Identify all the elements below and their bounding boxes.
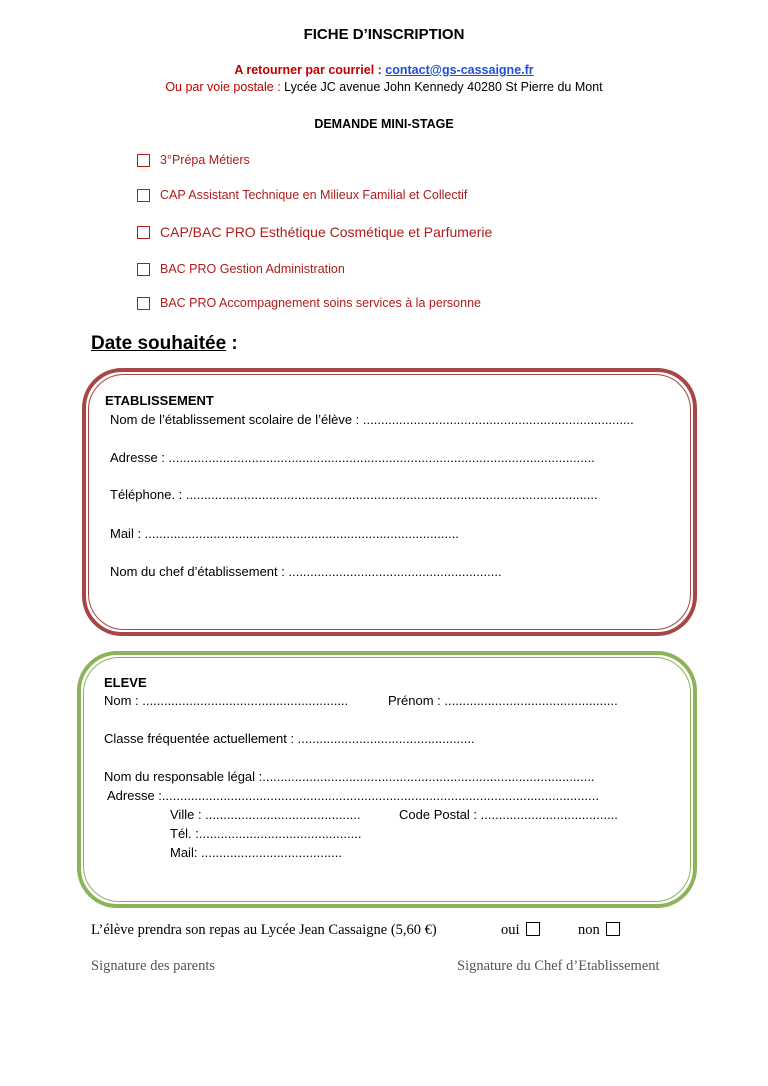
repas-oui[interactable] <box>501 922 540 939</box>
return-email-line <box>0 63 768 77</box>
checkbox[interactable] <box>137 154 150 167</box>
signature-parents: Signature des parents <box>91 958 216 974</box>
eleve-prenom-field[interactable]: Prénom : ................................................ <box>388 693 618 708</box>
etablissement-heading: ETABLISSEMENT <box>105 393 214 408</box>
page-title: FICHE D’INSCRIPTION <box>303 26 465 43</box>
signature-chef: Signature du Chef d’Etablissement <box>457 958 660 974</box>
option-label: BAC PRO Accompagnement soins services à la personne <box>160 296 481 310</box>
eleve-tel-field[interactable]: Tél. :............................................. <box>170 826 362 841</box>
checkbox[interactable] <box>137 297 150 310</box>
repas-oui-checkbox[interactable] <box>526 922 540 936</box>
checkbox[interactable] <box>137 189 150 202</box>
date-souhaitee <box>91 333 238 355</box>
repas-text: L’élève prendra son repas au Lycée Jean Cassaigne (5,60 €) <box>91 922 437 938</box>
eleve-mail-field[interactable]: Mail: ....................................... <box>170 845 342 860</box>
etablissement-mail-field[interactable]: Mail : ....................................................................................... <box>110 526 459 541</box>
eleve-ville-field[interactable]: Ville : ........................................... <box>170 807 361 822</box>
option-label: CAP/BAC PRO Esthétique Cosmétique et Parfumerie <box>160 224 493 240</box>
eleve-adresse-field[interactable]: Adresse :......................................................................................................................... <box>107 788 599 803</box>
option-label: BAC PRO Gestion Administration <box>160 262 345 276</box>
etablissement-chef-field[interactable]: Nom du chef d’établissement : ........................................................... <box>110 564 502 579</box>
option-bac-gestion[interactable] <box>137 262 345 276</box>
eleve-classe-field[interactable]: Classe fréquentée actuellement : ................................................. <box>104 731 475 746</box>
repas-oui-label: oui <box>501 922 520 938</box>
checkbox[interactable] <box>137 226 150 239</box>
option-cap-bac-esthetique[interactable] <box>137 224 492 240</box>
return-post-line <box>0 80 768 94</box>
option-bac-accompagnement[interactable] <box>137 296 481 310</box>
option-label: 3°Prépa Métiers <box>160 153 250 167</box>
repas-non[interactable] <box>578 922 620 939</box>
date-colon: : <box>226 333 238 354</box>
option-prepa-metiers[interactable] <box>137 153 250 167</box>
repas-non-checkbox[interactable] <box>606 922 620 936</box>
eleve-heading: ELEVE <box>104 675 147 690</box>
section-title: DEMANDE MINI-STAGE <box>314 117 454 131</box>
etablissement-adresse-field[interactable]: Adresse : ...................................................................................................................... <box>110 450 595 465</box>
repas-non-label: non <box>578 922 600 938</box>
etablissement-nom-field[interactable]: Nom de l’établissement scolaire de l’élève : ........................................................................... <box>110 412 634 427</box>
option-cap-atmfc[interactable] <box>137 188 467 202</box>
option-label: CAP Assistant Technique en Milieux Familial et Collectif <box>160 188 468 202</box>
date-label: Date souhaitée <box>91 333 227 354</box>
eleve-responsable-field[interactable]: Nom du responsable légal :............................................................................................ <box>104 769 595 784</box>
eleve-code-postal-field[interactable]: Code Postal : ...................................... <box>399 807 618 822</box>
etablissement-telephone-field[interactable]: Téléphone. : .................................................................................................................. <box>110 487 598 502</box>
return-post-label: Ou par voie postale : <box>165 80 285 94</box>
contact-email-link[interactable]: contact@gs-cassaigne.fr <box>385 63 534 77</box>
return-post-address: Lycée JC avenue John Kennedy 40280 St Pierre du Mont <box>284 80 603 94</box>
eleve-nom-field[interactable]: Nom : ......................................................... <box>104 693 349 708</box>
checkbox[interactable] <box>137 263 150 276</box>
return-email-label: A retourner par courriel : <box>234 63 386 77</box>
